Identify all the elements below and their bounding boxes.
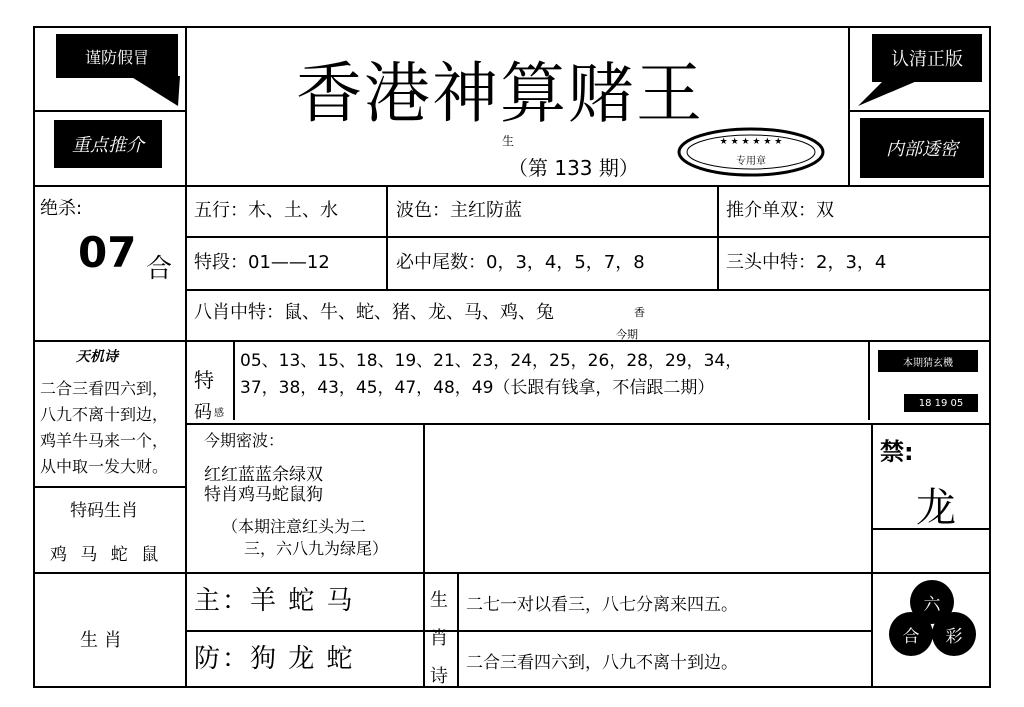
warn-right-text: 认清正版 bbox=[891, 49, 963, 70]
wuxing-cell: 五行：木、土、水 bbox=[194, 200, 338, 221]
tema-numbers-line-2: 37，38，43，45，47，48，49（长跟有钱拿，不信跟二期） bbox=[240, 378, 715, 398]
mibo-line-2: 特肖鸡马蛇鼠狗 bbox=[204, 485, 323, 505]
baxiao-cell: 八肖中特：鼠、牛、蛇、猪、龙、马、鸡、兔 bbox=[194, 302, 554, 323]
recommend-right-text: 内部透密 bbox=[886, 139, 958, 160]
logo-circle-1: 六 bbox=[910, 580, 954, 624]
poem-line-2: 二合三看四六到，八九不离十到边。 bbox=[466, 653, 738, 673]
logo-circle-2: 合 bbox=[889, 612, 933, 656]
mibo-line-1: 红红蓝蓝余绿双 bbox=[204, 465, 323, 485]
issue-number: （第 133 期） bbox=[508, 156, 639, 180]
recommend-left-text: 重点推介 bbox=[72, 135, 144, 156]
mibo-note-1: （本期注意红头为二 bbox=[222, 517, 367, 536]
overlay-char-a: 香 bbox=[634, 306, 645, 319]
mibo-title: 今期密波： bbox=[204, 431, 285, 450]
xuanji-title: 本期猜玄機 bbox=[903, 357, 953, 369]
santou-cell: 三头中特：2，3，4 bbox=[726, 252, 887, 273]
danshuang-cell: 推介单双：双 bbox=[726, 200, 834, 221]
page-title: 香港神算赌王 bbox=[296, 55, 704, 132]
speech-tail-right-icon bbox=[856, 78, 926, 108]
recommend-right-badge bbox=[860, 118, 984, 178]
warn-left-badge bbox=[56, 34, 178, 78]
poem-label-3: 诗 bbox=[430, 666, 448, 687]
weishu-cell: 必中尾数：0，3，4，5，7，8 bbox=[396, 252, 645, 273]
logo-circle-3: 彩 bbox=[932, 612, 976, 656]
overlay-char-b: 今期 bbox=[616, 328, 638, 341]
tema-numbers-line-1: 05、13、15、18、19、21、23，24，25，26，28，29，34， bbox=[240, 351, 743, 371]
xuanji-code: 18 19 05 bbox=[918, 397, 964, 409]
tianji-title: 天机诗 bbox=[76, 349, 118, 365]
shengxiao-label: 生 肖 bbox=[80, 630, 122, 651]
speech-tail-left-icon bbox=[120, 76, 182, 108]
tianji-line-4: 从中取一发大财。 bbox=[40, 457, 169, 476]
kill-label: 绝杀: bbox=[40, 198, 83, 219]
stamp-label: 专用章 bbox=[736, 156, 766, 167]
tianji-line-3: 鸡羊牛马来一个， bbox=[40, 431, 169, 450]
seal-stamp-icon bbox=[676, 126, 826, 178]
recommend-left-badge bbox=[54, 120, 162, 168]
temaxiao-value: 鸡 马 蛇 鼠 bbox=[50, 545, 163, 565]
tianji-line-1: 二合三看四六到， bbox=[40, 379, 169, 398]
poem-label-2: 肖 bbox=[430, 628, 448, 649]
kill-number: 07 bbox=[78, 228, 137, 277]
warn-left-text: 谨防假冒 bbox=[84, 47, 149, 67]
temaxiao-title: 特码生肖 bbox=[70, 501, 138, 521]
bose-cell: 波色：主红防蓝 bbox=[396, 200, 522, 221]
poem-line-1: 二七一对以看三，八七分离来四五。 bbox=[466, 595, 738, 615]
teduan-cell: 特段：01——12 bbox=[194, 252, 330, 273]
poem-label-1: 生 bbox=[430, 590, 448, 611]
svg-text:★ ★ ★ ★ ★ ★: ★ ★ ★ ★ ★ ★ bbox=[719, 137, 783, 147]
mibo-note-2: 三，六八九为绿尾） bbox=[244, 539, 389, 558]
tianji-line-2: 八九不离十到边， bbox=[40, 405, 169, 424]
warn-right-badge bbox=[872, 34, 982, 82]
small-char: 生 bbox=[502, 134, 515, 148]
fang-zodiac: 防：狗 龙 蛇 bbox=[194, 644, 355, 674]
xuanji-title-badge bbox=[878, 350, 978, 372]
jin-label: 禁: bbox=[880, 438, 914, 466]
kill-suffix: 合 bbox=[146, 254, 173, 284]
main-zodiac: 主：羊 蛇 马 bbox=[194, 586, 355, 616]
tema-label-a: 特 bbox=[194, 368, 214, 392]
xuanji-code-badge bbox=[904, 394, 978, 412]
jin-value: 龙 bbox=[916, 485, 956, 531]
tema-label-c: 感 bbox=[214, 408, 224, 419]
tema-label-b: 码 bbox=[194, 402, 212, 423]
